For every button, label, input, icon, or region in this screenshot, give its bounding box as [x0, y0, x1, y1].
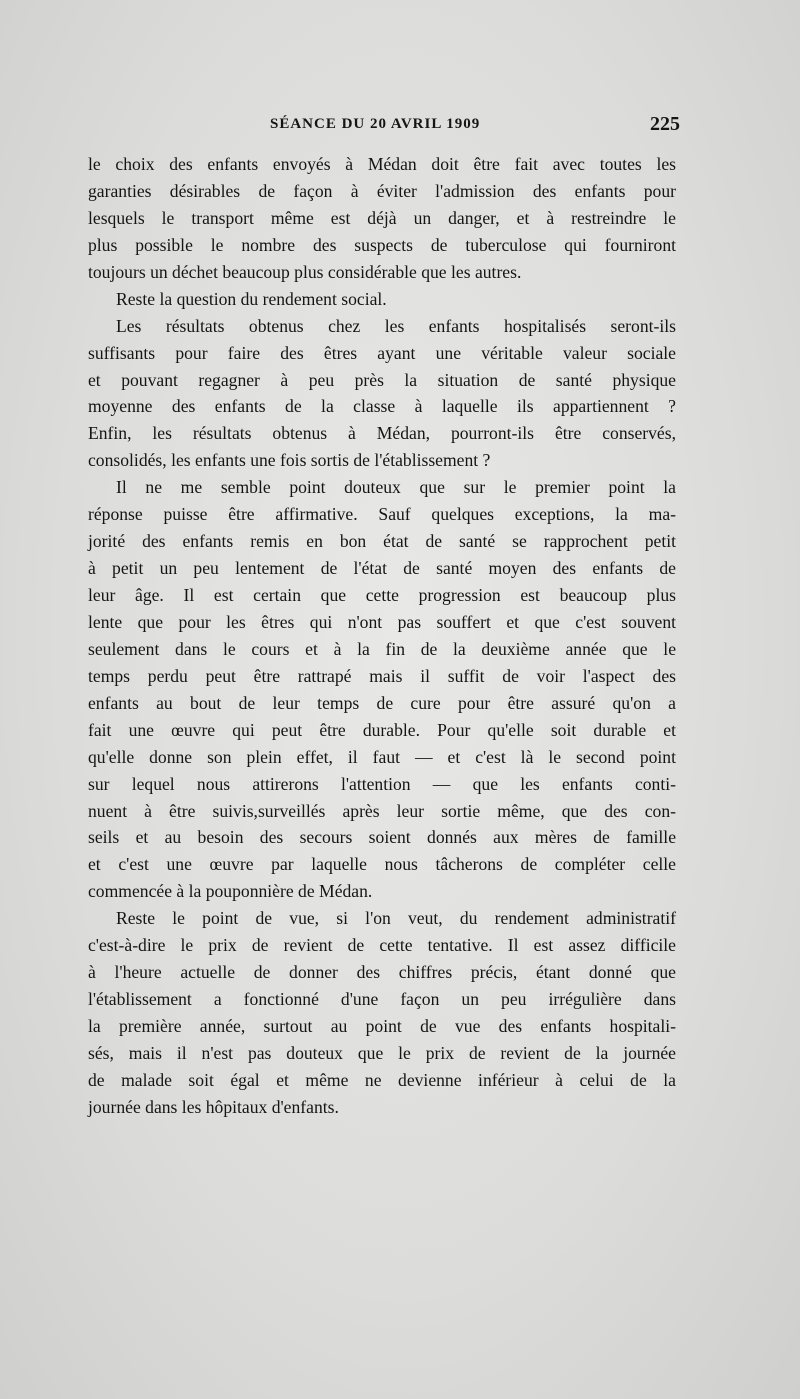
page-number: 225	[650, 113, 680, 135]
text-line: moyenne des enfants de la classe à laquelle ils appartiennent ?	[88, 396, 676, 417]
text-line: seils et au besoin des secours soient donnés aux mères de famille	[88, 827, 676, 848]
text-line: Les résultats obtenus chez les enfants hospitalisés seront-ils	[116, 315, 676, 336]
text-line: seulement dans le cours et à la fin de la deuxième année que le	[88, 638, 676, 659]
running-title: SÉANCE DU 20 AVRIL 1909	[270, 116, 481, 132]
text-line: leur âge. Il est certain que cette progression est beaucoup plus	[88, 585, 676, 605]
text-line: jorité des enfants remis en bon état de santé se rapprochent petit	[88, 531, 676, 552]
text-line: qu'elle donne son plein effet, il faut — et c'est là le second point	[88, 746, 676, 767]
text-line: sés, mais il n'est pas douteux que le prix de revient de la journée	[88, 1042, 676, 1063]
text-line: lente que pour les êtres qui n'ont pas souffert et que c'est souvent	[88, 611, 676, 632]
text-line: Il ne me semble point douteux que sur le premier point la	[116, 477, 676, 498]
text-line: Enfin, les résultats obtenus à Médan, pourront-ils être conservés,	[88, 423, 676, 444]
text-line: journée dans les hôpitaux d'enfants.	[88, 1096, 339, 1117]
text-line: Reste la question du rendement social.	[116, 288, 387, 309]
text-line: réponse puisse être affirmative. Sauf quelques exceptions, la ma-	[88, 504, 676, 525]
text-line: fait une œuvre qui peut être durable. Pour qu'elle soit durable et	[88, 719, 676, 740]
text-line: c'est-à-dire le prix de revient de cette tentative. Il est assez difficile	[88, 935, 676, 956]
text-line: temps perdu peut être rattrapé mais il suffit de voir l'aspect des	[88, 665, 676, 686]
body-text	[88, 151, 676, 1121]
text-line: à petit un peu lentement de l'état de santé moyen des enfants de	[88, 558, 676, 579]
text-line: nuent à être suivis,surveillés après leur sortie même, que des con-	[88, 800, 676, 821]
text-line: et c'est une œuvre par laquelle nous tâcherons de compléter celle	[88, 854, 676, 875]
text-line: suffisants pour faire des êtres ayant une véritable valeur sociale	[88, 342, 676, 363]
text-line: la première année, surtout au point de vue des enfants hospitali-	[88, 1016, 676, 1036]
text-line: et pouvant regagner à peu près la situation de santé physique	[88, 369, 676, 390]
text-line: garanties désirables de façon à éviter l'admission des enfants pour	[88, 180, 676, 201]
text-line: à l'heure actuelle de donner des chiffres précis, étant donné que	[88, 962, 676, 983]
text-line: plus possible le nombre des suspects de tuberculose qui fourniront	[88, 234, 676, 255]
text-line: le choix des enfants envoyés à Médan doit être fait avec toutes les	[88, 154, 676, 174]
text-line: commencée à la pouponnière de Médan.	[88, 881, 373, 902]
text-line: l'établissement a fonctionné d'une façon un peu irrégulière dans	[88, 989, 676, 1010]
text-line: lesquels le transport même est déjà un danger, et à restreindre le	[88, 207, 676, 228]
text-line: toujours un déchet beaucoup plus considérable que les autres.	[88, 261, 522, 282]
text-line: enfants au bout de leur temps de cure pour être assuré qu'on a	[88, 692, 676, 713]
text-line: Reste le point de vue, si l'on veut, du rendement administratif	[116, 908, 676, 929]
text-line: consolidés, les enfants une fois sortis de l'établissement ?	[88, 450, 491, 471]
text-line: sur lequel nous attirerons l'attention — que les enfants conti-	[88, 773, 676, 794]
text-line: de malade soit égal et même ne devienne inférieur à celui de la	[88, 1069, 676, 1090]
running-head	[88, 113, 680, 140]
